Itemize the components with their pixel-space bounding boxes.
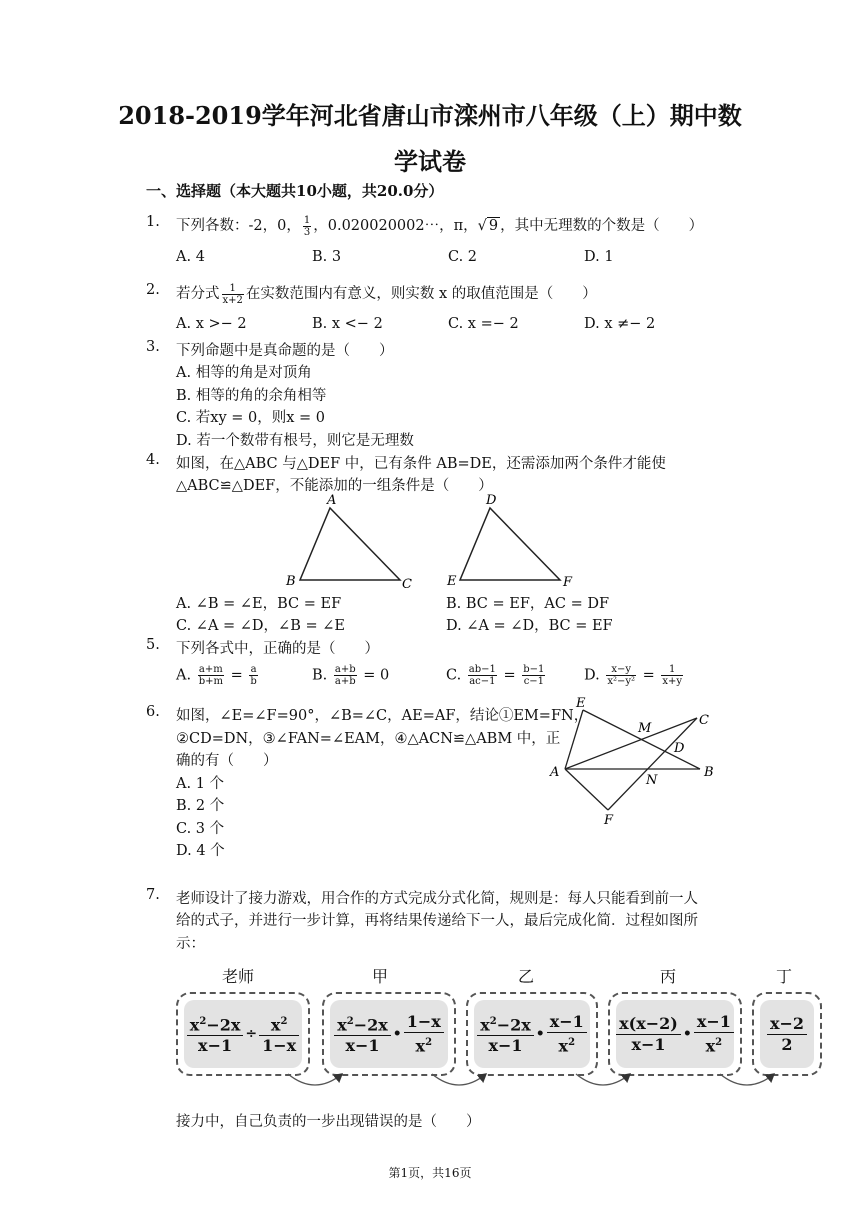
question-number: 2. [146, 282, 160, 298]
option: D. 4 个 [176, 843, 225, 859]
triangles-figure [280, 488, 620, 592]
option: D. ∠A = ∠D，BC = EF [446, 618, 613, 634]
arrow-icon [720, 1074, 774, 1085]
question-6-line2: ②CD=DN，③∠FAN=∠EAM，④△ACN≌△ABM 中，正 [176, 731, 561, 747]
option: D. $\frac{x-y}{\text{x²−y²}}$ = $\frac{1}{x+y}$ [584, 664, 683, 687]
question-7-line1: 老师设计了接力游戏，用合作的方式完成分式化简，规则是：每人只能看到前一人 [176, 891, 698, 907]
question-6-line3: 确的有（ ） [176, 753, 278, 769]
option: C. 若xy = 0，则x = 0 [176, 410, 326, 426]
relay-person-label: 乙 [518, 967, 535, 986]
question-number: 4. [146, 452, 160, 468]
option: A. x >− 2 [176, 316, 247, 332]
option: D. x ≠− 2 [584, 316, 656, 332]
question-4-line2: △ABC≌△DEF，不能添加的一组条件是（ ） [176, 478, 493, 494]
label-e: E [576, 696, 586, 711]
triangle-def [460, 508, 560, 580]
geometry-figure [540, 694, 730, 830]
label-c: C [699, 713, 709, 728]
arrow-icon [432, 1074, 486, 1085]
option: C. ∠A = ∠D，∠B = ∠E [176, 618, 345, 634]
relay-arrows [270, 1060, 790, 1100]
label-d: D [486, 493, 497, 508]
relay-box-teacher: $\frac{x^2-2x}{x-1}$ ÷ $\frac{x^2}{1-x}$ [176, 992, 310, 1076]
page-footer: 第1页，共16页 [388, 1166, 472, 1180]
fraction: $\frac{1}{3}$ [303, 214, 311, 238]
question-number: 7. [146, 887, 160, 903]
option: D. 若一个数带有根号，则它是无理数 [176, 433, 414, 449]
relay-person-label: 丙 [660, 967, 677, 986]
question-3-stem: 下列命题中是真命题的是（ ） [176, 343, 394, 359]
page-title: 2018-2019学年河北省唐山市滦州市八年级（上）期中数 [118, 101, 742, 130]
question-7-ask: 接力中，自己负责的一步出现错误的是（ ） [176, 1114, 481, 1130]
question-4-line1: 如图，在△ABC 与△DEF 中，已有条件 AB=DE，还需添加两个条件才能使 [176, 456, 666, 472]
question-5-stem: 下列各式中，正确的是（ ） [176, 641, 379, 657]
relay-person-label: 丁 [776, 967, 793, 986]
label-b: B [286, 574, 296, 589]
option: B. 相等的角的余角相等 [176, 388, 327, 404]
option: B. 2 个 [176, 798, 225, 814]
label-f: F [563, 575, 573, 590]
option: A. 1 个 [176, 776, 225, 792]
relay-person-label: 甲 [372, 967, 389, 986]
relay-box-ding: x−2 2 [752, 992, 822, 1076]
label-b: B [704, 765, 714, 780]
label-m: M [638, 721, 652, 736]
label-e: E [447, 574, 457, 589]
label-f: F [604, 813, 614, 828]
fraction: $\frac{1}{x+2}$ [222, 282, 243, 306]
option: A. 相等的角是对顶角 [176, 365, 312, 381]
question-number: 1. [146, 214, 160, 230]
question-number: 3. [146, 339, 160, 355]
option: A. 4 [176, 249, 205, 265]
option: B. x <− 2 [312, 316, 383, 332]
option: A. ∠B = ∠E，BC = EF [176, 596, 342, 612]
question-number: 6. [146, 704, 160, 720]
triangle-abc [300, 508, 400, 580]
label-a: A [327, 493, 337, 508]
question-6-line1: 如图，∠E=∠F=90°，∠B=∠C，AE=AF，结论①EM=FN， [176, 708, 589, 724]
label-n: N [646, 773, 658, 788]
option: D. 1 [584, 249, 614, 265]
label-c: C [402, 577, 412, 592]
question-number: 5. [146, 637, 160, 653]
section-heading: 一、选择题（本大题共10小题，共20.0分） [146, 182, 444, 200]
option: C. 3 个 [176, 821, 225, 837]
option: B. 3 [312, 249, 342, 265]
question-7-line2: 给的式子，并进行一步计算，再将结果传递给下一人，最后完成化简．过程如图所 [176, 913, 698, 929]
relay-box-jia: $x^2-2x$ x−1 • 1−x $x^2$ [322, 992, 456, 1076]
page-title-line2: 学试卷 [394, 147, 466, 176]
relay-box-yi: $x^2-2x$ x−1 • x−1 $x^2$ [466, 992, 598, 1076]
arrow-icon [576, 1074, 630, 1085]
label-a: A [550, 765, 560, 780]
label-d: D [674, 741, 685, 756]
option: B. $\frac{a+b}{a+b}$ = 0 [312, 664, 390, 687]
relay-person-label: 老师 [222, 967, 255, 986]
option: A. $\frac{a+m}{b+m}$ = $\frac{a}{b}$ [176, 664, 257, 687]
question-1-stem: 下列各数：-2，0， $\frac{1}{3}$ ，0.020020002⋯，π，√ 9 ，其中无理数的个数是（ ） [176, 214, 704, 238]
arrow-icon [288, 1074, 342, 1085]
option: B. BC = EF，AC = DF [446, 596, 610, 612]
option: C. x =− 2 [448, 316, 519, 332]
option: C. 2 [448, 249, 478, 265]
option: C. $\frac{ab-1}{ac-1}$ = $\frac{b-1}{c-1}$ [446, 664, 545, 687]
relay-box-bing: x(x−2) x−1 • x−1 $x^2$ [608, 992, 742, 1076]
question-2-stem: 若分式 $\frac{1}{x+2}$ 在实数范围内有意义，则实数 x 的取值范围是（ ） [176, 282, 597, 306]
question-7-line3: 示： [176, 936, 205, 952]
